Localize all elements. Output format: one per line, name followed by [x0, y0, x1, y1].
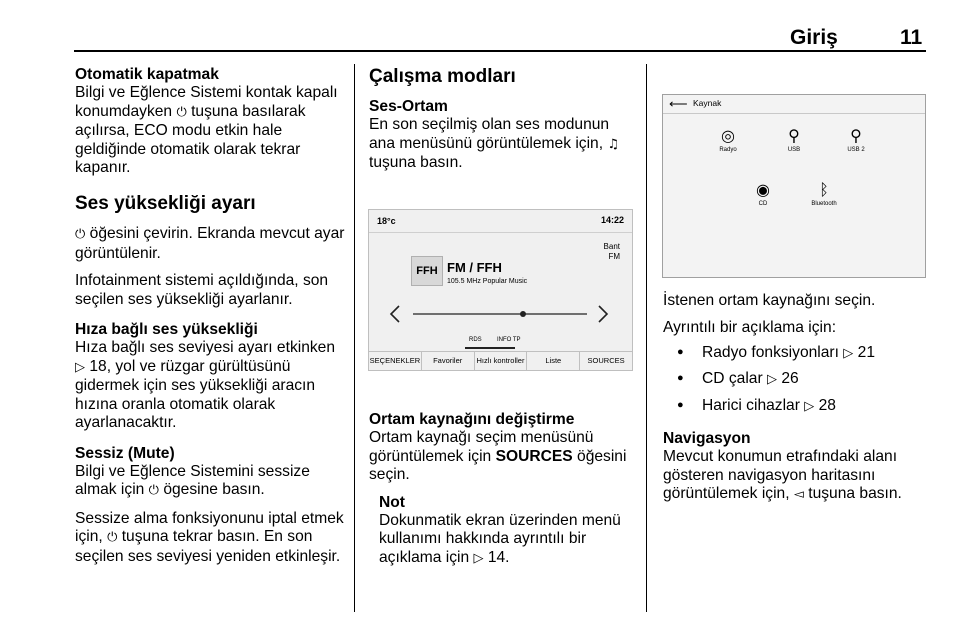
info-tp-label: INFO TP [497, 337, 521, 343]
nav-text: Mevcut konumun etrafındaki alanı gösteren navigasyon haritasını görüntülemek için, ◅ tuşuna basın. [663, 448, 902, 503]
left-column [75, 66, 345, 575]
source-bluetooth: ᛒ Bluetooth [799, 179, 849, 207]
source-screen-title: Kaynak [693, 98, 722, 108]
volume-text-1: ⏻ öğesini çevirin. Ekranda mevcut ayar görüntülenir. [75, 225, 345, 262]
source-usb: ⚲ USB [769, 125, 819, 153]
power-icon: ⏻ [148, 483, 159, 499]
softkey-favorites: Favoriler [422, 352, 475, 370]
usb-icon: ⚲ [850, 126, 862, 145]
source-screen-titlebar [663, 95, 925, 114]
usb-icon: ⚲ [788, 126, 800, 145]
note-heading: Not [379, 493, 405, 511]
audio-text: En son seçilmiş olan ses modunun ana menüsünü görüntülemek için, ♫ tuşuna basın. [369, 116, 620, 172]
softkey-list: Liste [527, 352, 580, 370]
softkey-sources: SOURCES [587, 356, 625, 365]
cd-icon: ◉ [756, 180, 770, 199]
mute-heading: Sessiz (Mute) [75, 444, 175, 462]
navigation-icon: ◅ [793, 487, 804, 503]
softkey-quick-controls: Hızlı kontroller [475, 352, 528, 370]
nav-heading: Navigasyon [663, 430, 751, 448]
tuning-marker [520, 311, 526, 317]
list-item: ● Radyo fonksiyonları ▷ 21 [677, 344, 927, 363]
header-rule [74, 50, 926, 52]
modes-heading: Çalışma modları [369, 66, 516, 87]
auto-off-heading: Otomatik kapatmak [75, 66, 219, 83]
column-divider-2 [646, 64, 647, 612]
column-divider-1 [354, 64, 355, 612]
reference-arrow-icon: ▷ [804, 398, 815, 414]
station-name: FM / FFH [447, 260, 502, 275]
softkey-bar [369, 351, 632, 370]
chevron-right-icon [599, 306, 607, 322]
list-item: ● CD çalar ▷ 26 [677, 370, 927, 389]
source-cd: ◉ CD [738, 179, 788, 207]
note-block [379, 494, 637, 569]
page-section-title: Giriş [790, 26, 838, 49]
page-number: 11 [900, 26, 923, 49]
volume-text-2: Infotainment sistemi açıldığında, son seçilen ses yüksekliği ayarlanır. [75, 272, 329, 308]
audio-heading: Ses-Ortam [369, 98, 448, 115]
detail-text: Ayrıntılı bir açıklama için: [663, 319, 837, 337]
station-logo: FFH [411, 256, 443, 286]
right-column [663, 292, 927, 514]
list-item: ● Harici cihazlar ▷ 28 [677, 397, 927, 416]
source-usb-2: ⚲ USB 2 [831, 125, 881, 153]
change-source-heading: Ortam kaynağını değiştirme [369, 411, 575, 428]
rds-label: RDS [469, 337, 482, 343]
power-icon: ⏻ [176, 104, 187, 120]
reference-arrow-icon: ▷ [473, 550, 484, 566]
auto-off-text: Bilgi ve Eğlence Sistemi kontak kapalı konumdayken ⏻ tuşuna basılarak açılırsa, ECO modu etkin hale geldiğinde otomatik olarak tekrar kapanır. [75, 84, 338, 177]
time-readout: 14:22 [600, 215, 624, 225]
temperature-readout: 18°c [377, 216, 396, 226]
source-screen-image [662, 94, 926, 278]
speed-text: Hıza bağlı ses seviyesi ayarı etkinken ▷ 18, yol ve rüzgar gürültüsünü gidermek için ses yüksekliği aracın hızına oranla otomatik olarak ayarlanacaktır. [75, 339, 336, 432]
chevron-left-icon [391, 306, 399, 322]
band-indicator: Bant FM [603, 242, 620, 261]
back-arrow-icon: ⟵ [669, 96, 688, 111]
volume-heading: Ses yüksekliği ayarı [75, 193, 256, 215]
change-source-text: Ortam kaynağı seçim menüsünü görüntülemek için SOURCES öğesini seçin. [369, 429, 627, 484]
speed-heading: Hıza bağlı ses yüksekliği [75, 321, 258, 339]
middle-column-lower [369, 411, 637, 577]
reference-arrow-icon: ▷ [843, 345, 854, 361]
audio-screen-image [368, 209, 633, 371]
radio-icon: ◎ [721, 126, 735, 145]
tuning-bar [369, 210, 632, 370]
middle-column [369, 66, 637, 182]
select-source-text: İstenen ortam kaynağını seçin. [663, 292, 876, 309]
reference-arrow-icon: ▷ [75, 359, 85, 375]
mute-text-2: Sessize alma fonksiyonunu iptal etmek için, ⏻ tuşuna tekrar basın. En son seçilen ses seviyesi yeniden etkinleşir. [75, 509, 344, 565]
music-icon: ♫ [607, 136, 620, 152]
station-subtitle: 105.5 MHz Popular Music [447, 278, 528, 285]
reference-arrow-icon: ▷ [767, 372, 777, 388]
note-text: Dokunmatik ekran üzerinden menü kullanımı hakkında ayrıntılı bir açıklama için ▷ 14. [379, 512, 621, 566]
power-icon: ⏻ [107, 530, 118, 546]
power-icon: ⏻ [75, 227, 86, 243]
reference-list [663, 344, 927, 416]
source-radio: ◎ Radyo [703, 125, 753, 153]
bluetooth-icon: ᛒ [819, 180, 829, 199]
softkey-options: SEÇENEKLER [369, 352, 422, 370]
mute-text-1: Bilgi ve Eğlence Sistemini sessize almak için ⏻ ögesine basın. [75, 462, 310, 499]
